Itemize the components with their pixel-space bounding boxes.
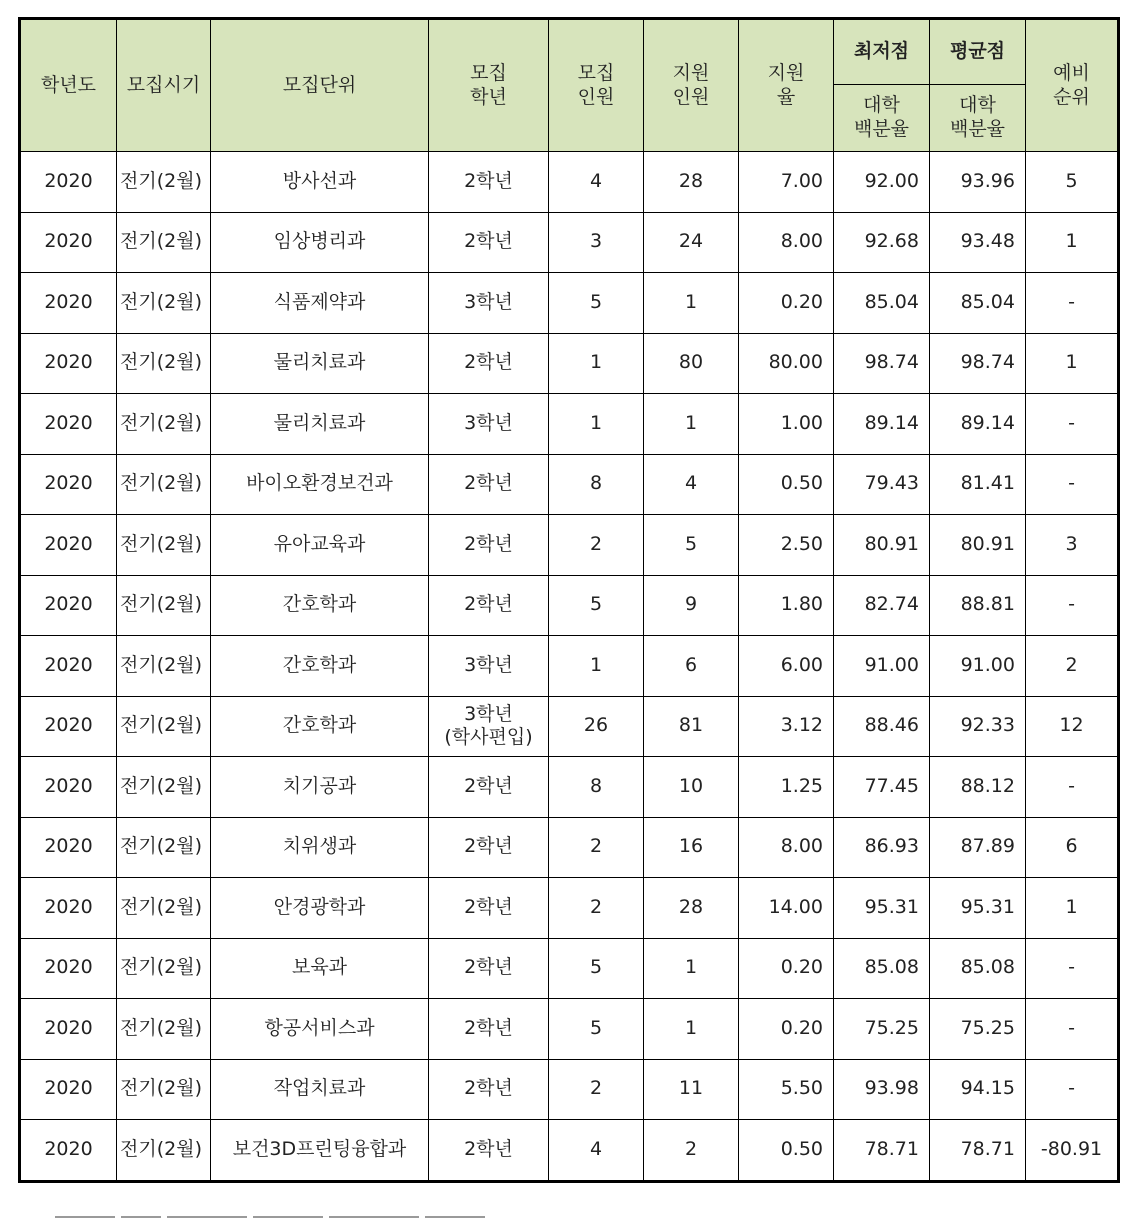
table-row: [20, 273, 1119, 334]
cell-avg-score: 92.33: [930, 696, 1026, 757]
cell-grade-line1: 2학년: [464, 1016, 513, 1039]
cell-unit: 바이오환경보건과: [211, 454, 429, 515]
cell-year: 2020: [20, 999, 117, 1060]
cell-applicants: 5: [644, 515, 739, 576]
cell-applicants: 6: [644, 636, 739, 697]
cell-avg-score: 93.48: [930, 212, 1026, 273]
cell-quota: 3: [549, 212, 644, 273]
cell-rate: 1.00: [739, 394, 834, 455]
header-reserve-line2: 순위: [1053, 85, 1090, 108]
cell-reserve: 1: [1026, 878, 1119, 939]
table-body: [20, 152, 1119, 1182]
cell-period: 전기(2월): [117, 212, 211, 273]
cell-avg-score: 85.04: [930, 273, 1026, 334]
cell-unit: 간호학과: [211, 696, 429, 757]
cell-year: 2020: [20, 454, 117, 515]
cell-unit: 작업치료과: [211, 1059, 429, 1120]
cell-rate: 0.20: [739, 273, 834, 334]
cell-grade-line1: 2학년: [464, 230, 513, 253]
cell-reserve: -: [1026, 454, 1119, 515]
admissions-results-table: [18, 17, 1120, 1183]
cell-min-score: 93.98: [834, 1059, 930, 1120]
cell-grade-line2: (학사편입): [444, 726, 533, 749]
cell-quota: 2: [549, 1059, 644, 1120]
cell-year: 2020: [20, 515, 117, 576]
cell-quota: 2: [549, 878, 644, 939]
cell-reserve: 2: [1026, 636, 1119, 697]
header-avg-univ-pct: [930, 85, 1026, 152]
cell-applicants: 28: [644, 152, 739, 213]
header-avg-score: 평균점: [930, 19, 1026, 85]
cell-applicants: 1: [644, 273, 739, 334]
cell-min-score: 86.93: [834, 817, 930, 878]
table-row: [20, 454, 1119, 515]
cell-quota: 1: [549, 394, 644, 455]
cell-year: 2020: [20, 938, 117, 999]
cell-avg-score: 98.74: [930, 333, 1026, 394]
header-applicants: [644, 19, 739, 152]
cell-year: 2020: [20, 817, 117, 878]
cell-unit: 보건3D프린팅융합과: [211, 1120, 429, 1182]
cell-quota: 5: [549, 273, 644, 334]
cell-grade: [429, 273, 549, 334]
cell-grade: [429, 152, 549, 213]
cell-min-score: 92.00: [834, 152, 930, 213]
cell-period: 전기(2월): [117, 454, 211, 515]
table-row: [20, 333, 1119, 394]
header-grade-line2: 학년: [470, 85, 507, 108]
cell-min-score: 77.45: [834, 757, 930, 818]
cell-rate: 0.20: [739, 938, 834, 999]
cell-reserve: 1: [1026, 212, 1119, 273]
cell-unit: 보육과: [211, 938, 429, 999]
table-row: [20, 757, 1119, 818]
cell-min-score: 85.04: [834, 273, 930, 334]
cell-reserve: 6: [1026, 817, 1119, 878]
cell-year: 2020: [20, 696, 117, 757]
cell-avg-score: 91.00: [930, 636, 1026, 697]
cell-grade-line1: 2학년: [464, 774, 513, 797]
cell-period: 전기(2월): [117, 999, 211, 1060]
header-avg-univ-pct-line2: 백분율: [949, 118, 1006, 140]
header-quota-line1: 모집: [577, 61, 615, 84]
cell-reserve: -: [1026, 575, 1119, 636]
cell-grade: [429, 636, 549, 697]
cell-year: 2020: [20, 575, 117, 636]
cell-reserve: 5: [1026, 152, 1119, 213]
cell-quota: 26: [549, 696, 644, 757]
cell-quota: 2: [549, 515, 644, 576]
table-row: [20, 394, 1119, 455]
cell-grade: [429, 696, 549, 757]
table-row: [20, 212, 1119, 273]
cell-reserve: -: [1026, 1059, 1119, 1120]
cell-avg-score: 75.25: [930, 999, 1026, 1060]
cell-quota: 5: [549, 999, 644, 1060]
cell-applicants: 16: [644, 817, 739, 878]
cell-reserve: -: [1026, 273, 1119, 334]
header-avg-univ-pct-line1: 대학: [959, 94, 996, 117]
table-row: [20, 1059, 1119, 1120]
cell-grade: [429, 515, 549, 576]
table-row: [20, 817, 1119, 878]
cell-grade: [429, 757, 549, 818]
header-applicants-line1: 지원: [672, 61, 710, 84]
cell-period: 전기(2월): [117, 757, 211, 818]
cell-period: 전기(2월): [117, 878, 211, 939]
cell-grade-line1: 2학년: [464, 956, 513, 979]
cell-reserve: 12: [1026, 696, 1119, 757]
cell-grade-line1: 2학년: [464, 1077, 513, 1100]
cell-rate: 1.25: [739, 757, 834, 818]
cell-avg-score: 78.71: [930, 1120, 1026, 1182]
cell-period: 전기(2월): [117, 515, 211, 576]
cell-grade: [429, 1120, 549, 1182]
cell-year: 2020: [20, 757, 117, 818]
cell-avg-score: 89.14: [930, 394, 1026, 455]
cell-grade-line1: 3학년: [464, 411, 513, 434]
cell-reserve: 1: [1026, 333, 1119, 394]
footnote-faint: [55, 1207, 575, 1218]
header-grade-line1: 모집: [470, 61, 507, 84]
cell-reserve: -: [1026, 938, 1119, 999]
cell-unit: 치위생과: [211, 817, 429, 878]
cell-year: 2020: [20, 333, 117, 394]
cell-grade: [429, 394, 549, 455]
cell-grade-line1: 3학년: [464, 702, 513, 725]
header-min-univ-pct: [834, 85, 930, 152]
cell-period: 전기(2월): [117, 938, 211, 999]
table-row: [20, 938, 1119, 999]
cell-unit: 치기공과: [211, 757, 429, 818]
cell-applicants: 4: [644, 454, 739, 515]
cell-applicants: 24: [644, 212, 739, 273]
table-row: [20, 696, 1119, 757]
cell-applicants: 1: [644, 999, 739, 1060]
cell-min-score: 89.14: [834, 394, 930, 455]
header-min-score: 최저점: [834, 19, 930, 85]
cell-unit: 간호학과: [211, 636, 429, 697]
cell-unit: 물리치료과: [211, 394, 429, 455]
cell-rate: 2.50: [739, 515, 834, 576]
cell-min-score: 92.68: [834, 212, 930, 273]
cell-period: 전기(2월): [117, 394, 211, 455]
cell-year: 2020: [20, 273, 117, 334]
cell-grade: [429, 817, 549, 878]
cell-avg-score: 94.15: [930, 1059, 1026, 1120]
cell-applicants: 1: [644, 938, 739, 999]
cell-grade: [429, 938, 549, 999]
cell-reserve: -: [1026, 394, 1119, 455]
cell-avg-score: 88.81: [930, 575, 1026, 636]
header-reserve-line1: 예비: [1053, 61, 1090, 84]
cell-grade: [429, 575, 549, 636]
cell-rate: 8.00: [739, 817, 834, 878]
table-row: [20, 515, 1119, 576]
cell-grade-line1: 2학년: [464, 1137, 513, 1160]
cell-avg-score: 81.41: [930, 454, 1026, 515]
cell-rate: 8.00: [739, 212, 834, 273]
header-grade: [429, 19, 549, 152]
cell-avg-score: 95.31: [930, 878, 1026, 939]
cell-grade-line1: 2학년: [464, 835, 513, 858]
table-row: [20, 1120, 1119, 1182]
cell-min-score: 78.71: [834, 1120, 930, 1182]
cell-grade-line1: 2학년: [464, 472, 513, 495]
cell-grade-line1: 2학년: [464, 351, 513, 374]
cell-reserve: -80.91: [1026, 1120, 1119, 1182]
cell-period: 전기(2월): [117, 817, 211, 878]
cell-min-score: 80.91: [834, 515, 930, 576]
cell-grade: [429, 878, 549, 939]
cell-grade: [429, 212, 549, 273]
cell-avg-score: 80.91: [930, 515, 1026, 576]
header-rate: [739, 19, 834, 152]
cell-period: 전기(2월): [117, 152, 211, 213]
cell-rate: 0.50: [739, 454, 834, 515]
cell-quota: 4: [549, 1120, 644, 1182]
cell-min-score: 98.74: [834, 333, 930, 394]
cell-grade-line1: 2학년: [464, 169, 513, 192]
cell-unit: 간호학과: [211, 575, 429, 636]
header-quota-line2: 인원: [577, 85, 615, 108]
table-row: [20, 878, 1119, 939]
cell-year: 2020: [20, 212, 117, 273]
cell-min-score: 88.46: [834, 696, 930, 757]
cell-quota: 1: [549, 333, 644, 394]
cell-rate: 7.00: [739, 152, 834, 213]
cell-rate: 3.12: [739, 696, 834, 757]
header-reserve: [1026, 19, 1119, 152]
cell-quota: 5: [549, 938, 644, 999]
header-quota: [549, 19, 644, 152]
cell-period: 전기(2월): [117, 1059, 211, 1120]
cell-applicants: 9: [644, 575, 739, 636]
cell-rate: 6.00: [739, 636, 834, 697]
header-unit: 모집단위: [211, 19, 429, 152]
cell-period: 전기(2월): [117, 333, 211, 394]
cell-period: 전기(2월): [117, 273, 211, 334]
cell-unit: 식품제약과: [211, 273, 429, 334]
cell-applicants: 10: [644, 757, 739, 818]
cell-rate: 5.50: [739, 1059, 834, 1120]
cell-min-score: 95.31: [834, 878, 930, 939]
cell-applicants: 81: [644, 696, 739, 757]
cell-applicants: 11: [644, 1059, 739, 1120]
cell-grade: [429, 1059, 549, 1120]
cell-min-score: 75.25: [834, 999, 930, 1060]
cell-rate: 1.80: [739, 575, 834, 636]
cell-grade: [429, 999, 549, 1060]
header-rate-line2: 율: [776, 85, 796, 108]
cell-reserve: -: [1026, 757, 1119, 818]
cell-quota: 8: [549, 757, 644, 818]
table-row: [20, 575, 1119, 636]
cell-min-score: 91.00: [834, 636, 930, 697]
table-row: [20, 636, 1119, 697]
cell-year: 2020: [20, 152, 117, 213]
cell-applicants: 2: [644, 1120, 739, 1182]
cell-grade: [429, 333, 549, 394]
header-year: 학년도: [20, 19, 117, 152]
table-row: [20, 152, 1119, 213]
cell-quota: 4: [549, 152, 644, 213]
cell-min-score: 79.43: [834, 454, 930, 515]
cell-year: 2020: [20, 878, 117, 939]
table-row: [20, 999, 1119, 1060]
cell-rate: 0.50: [739, 1120, 834, 1182]
cell-unit: 임상병리과: [211, 212, 429, 273]
cell-grade-line1: 3학년: [464, 653, 513, 676]
cell-reserve: -: [1026, 999, 1119, 1060]
cell-avg-score: 88.12: [930, 757, 1026, 818]
cell-year: 2020: [20, 394, 117, 455]
cell-avg-score: 85.08: [930, 938, 1026, 999]
cell-quota: 5: [549, 575, 644, 636]
cell-rate: 14.00: [739, 878, 834, 939]
cell-unit: 안경광학과: [211, 878, 429, 939]
header-period: 모집시기: [117, 19, 211, 152]
cell-unit: 방사선과: [211, 152, 429, 213]
cell-unit: 항공서비스과: [211, 999, 429, 1060]
cell-period: 전기(2월): [117, 1120, 211, 1182]
cell-avg-score: 93.96: [930, 152, 1026, 213]
cell-grade-line1: 3학년: [464, 290, 513, 313]
cell-unit: 물리치료과: [211, 333, 429, 394]
cell-min-score: 85.08: [834, 938, 930, 999]
cell-applicants: 28: [644, 878, 739, 939]
cell-year: 2020: [20, 636, 117, 697]
cell-reserve: 3: [1026, 515, 1119, 576]
cell-quota: 8: [549, 454, 644, 515]
cell-quota: 1: [549, 636, 644, 697]
table-header: [20, 19, 1119, 152]
header-rate-line1: 지원: [767, 61, 805, 84]
cell-grade-line1: 2학년: [464, 532, 513, 555]
cell-min-score: 82.74: [834, 575, 930, 636]
header-applicants-line2: 인원: [672, 85, 710, 108]
cell-applicants: 80: [644, 333, 739, 394]
cell-grade: [429, 454, 549, 515]
cell-applicants: 1: [644, 394, 739, 455]
cell-period: 전기(2월): [117, 575, 211, 636]
cell-year: 2020: [20, 1120, 117, 1182]
cell-rate: 80.00: [739, 333, 834, 394]
cell-period: 전기(2월): [117, 636, 211, 697]
cell-period: 전기(2월): [117, 696, 211, 757]
cell-quota: 2: [549, 817, 644, 878]
cell-unit: 유아교육과: [211, 515, 429, 576]
cell-year: 2020: [20, 1059, 117, 1120]
cell-avg-score: 87.89: [930, 817, 1026, 878]
header-min-univ-pct-line1: 대학: [863, 94, 900, 117]
cell-grade-line1: 2학년: [464, 895, 513, 918]
cell-rate: 0.20: [739, 999, 834, 1060]
header-min-univ-pct-line2: 백분율: [853, 118, 910, 140]
cell-grade-line1: 2학년: [464, 593, 513, 616]
